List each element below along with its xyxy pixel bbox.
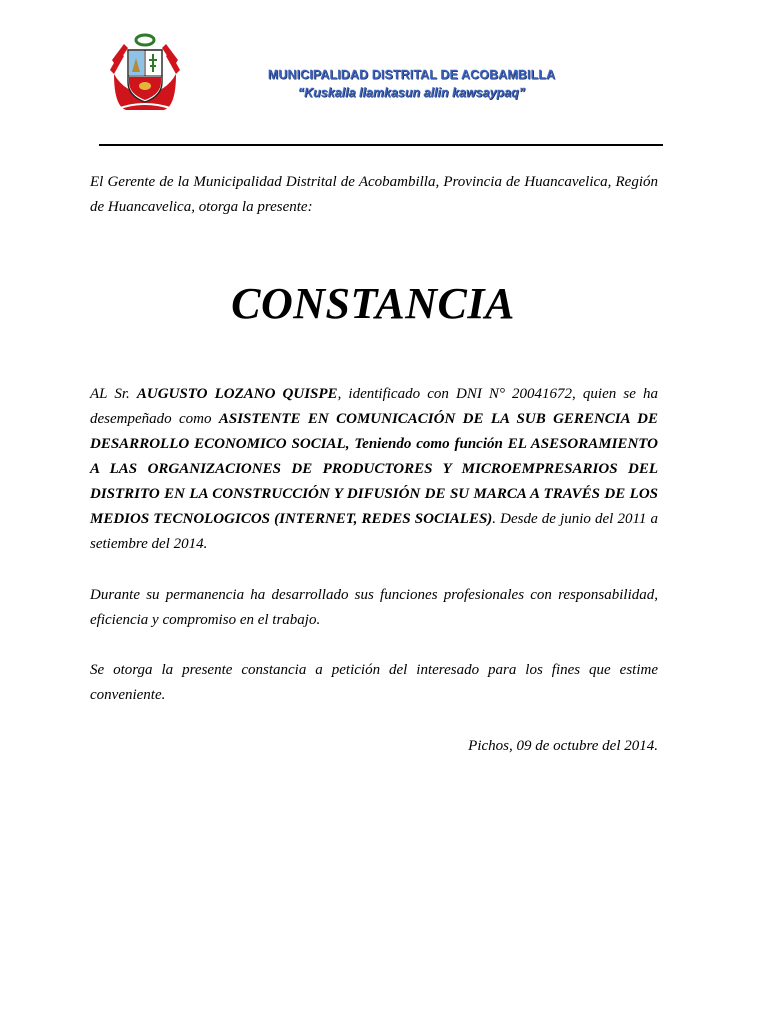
document-title: CONSTANCIA (231, 279, 515, 328)
institution-motto: “Kuskalla llamkasun allin kawsaypaq” (298, 86, 526, 100)
recipient-name: AUGUSTO LOZANO QUISPE (136, 386, 338, 402)
issue-date: Pichos, 09 de octubre del 2014. (468, 738, 658, 754)
institution-name: MUNICIPALIDAD DISTRITAL DE ACOBAMBILLA (268, 68, 556, 82)
closing-paragraph: Se otorga la presente constancia a petición del interesado para los fines que estime conveniente. (90, 662, 658, 703)
position-description: ASISTENTE EN COMUNICACIÓN DE LA SUB GERENCIA DE DESARROLLO ECONOMICO SOCIAL, Teniendo como función EL ASESORAMIENTO A LAS ORGANIZACIONES DE PRODUCTORES Y MICROEMPRESARIOS DEL DISTRITO EN LA CONSTRUCCIÓN Y DIFUSIÓN DE SU MARCA A TRAVÉS DE LOS MEDIOS TECNOLOGICOS (INTERNET, REDES SOCIALES) (90, 411, 658, 527)
intro-paragraph: El Gerente de la Municipalidad Distrital de Acobambilla, Provincia de Huancavelica, Región de Huancavelica, otorga la presente: (90, 174, 658, 215)
header-divider (99, 144, 663, 146)
body-text-identification: , identificado con DNI N° 20041672, quien se ha desempeñado como (90, 386, 658, 427)
certificate-body-paragraph (90, 382, 658, 557)
performance-paragraph: Durante su permanencia ha desarrollado sus funciones profesionales con responsabilidad, eficiencia y compromiso en el trabajo. (90, 587, 658, 628)
body-text-period: . Desde de junio del 2011 a setiembre del 2014. (90, 511, 658, 552)
peru-coat-of-arms-logo (106, 30, 184, 114)
body-text-prefix: AL Sr. (90, 386, 137, 402)
